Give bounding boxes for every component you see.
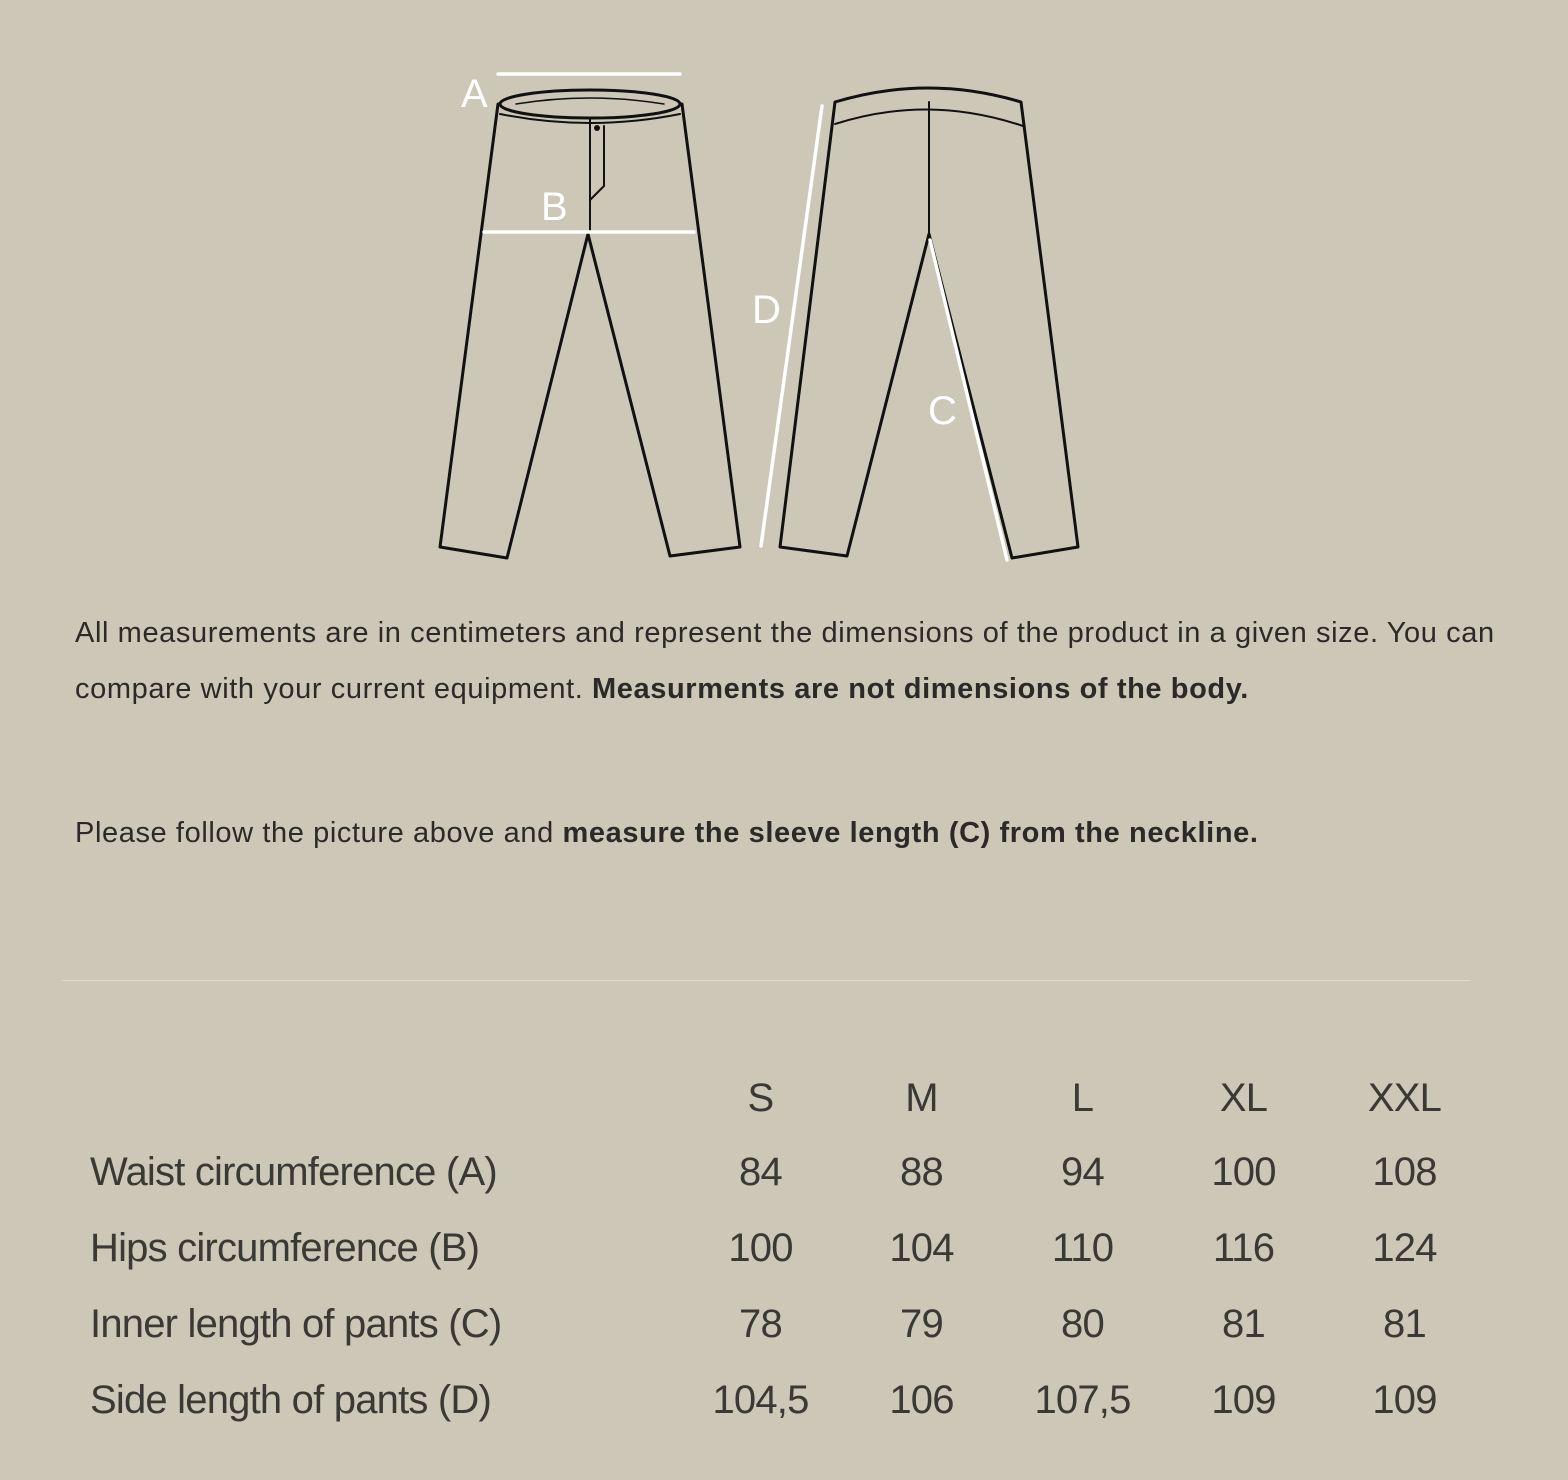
front-pants-drawing <box>440 90 740 558</box>
row-label: Hips circumference (B) <box>90 1225 480 1270</box>
value-cell: 124 <box>1372 1225 1437 1270</box>
row-label: Inner length of pants (C) <box>90 1301 502 1346</box>
value-cell: 108 <box>1372 1149 1437 1194</box>
measurement-note <box>75 605 1495 717</box>
table-row-side-length <box>60 1362 1485 1438</box>
value-cell: 88 <box>900 1149 943 1194</box>
value-cell: 106 <box>889 1377 954 1422</box>
value-cell: 94 <box>1061 1149 1104 1194</box>
measurement-note-text: All measurements are in centimeters and represent the dimensions of the product in a given size. You can compare with your current equipment. <box>75 617 1495 705</box>
header-empty-cell <box>60 1062 680 1134</box>
value-cell: 79 <box>900 1301 943 1346</box>
front-fly <box>590 118 604 230</box>
value-cell: 104,5 <box>712 1377 809 1422</box>
value-cell: 107,5 <box>1034 1377 1131 1422</box>
value-cell: 109 <box>1211 1377 1276 1422</box>
value-cell: 78 <box>739 1301 782 1346</box>
size-chart-table <box>60 1062 1485 1438</box>
value-cell: 80 <box>1061 1301 1104 1346</box>
size-header-m: M <box>905 1075 938 1120</box>
value-cell: 104 <box>889 1225 954 1270</box>
front-button <box>594 125 600 131</box>
label-a: A <box>461 72 488 116</box>
measurement-instruction-text: Please follow the picture above and <box>75 817 563 849</box>
size-header-s: S <box>747 1075 774 1120</box>
value-cell: 81 <box>1222 1301 1265 1346</box>
row-label: Waist circumference (A) <box>90 1149 497 1194</box>
value-cell: 116 <box>1212 1225 1275 1270</box>
front-waistband <box>500 90 680 118</box>
value-cell: 109 <box>1372 1377 1437 1422</box>
table-row-waist <box>60 1134 1485 1210</box>
table-row-inner-length <box>60 1286 1485 1362</box>
table-row-hips <box>60 1210 1485 1286</box>
measurement-instruction <box>75 805 1495 861</box>
size-header-xl: XL <box>1219 1075 1268 1120</box>
size-header-l: L <box>1071 1075 1094 1120</box>
value-cell: 81 <box>1383 1301 1426 1346</box>
size-header-xxl: XXL <box>1367 1075 1442 1120</box>
measurement-instruction-bold: measure the sleeve length (C) from the neckline. <box>562 817 1259 849</box>
label-c: C <box>928 389 957 433</box>
label-b: B <box>541 185 568 229</box>
value-cell: 110 <box>1051 1225 1114 1270</box>
value-cell: 100 <box>728 1225 793 1270</box>
back-pants-drawing <box>780 88 1078 558</box>
label-d: D <box>752 288 781 332</box>
row-label: Side length of pants (D) <box>90 1377 492 1422</box>
value-cell: 100 <box>1211 1149 1276 1194</box>
measurement-note-bold: Measurments are not dimensions of the body. <box>592 673 1249 705</box>
value-cell: 84 <box>739 1149 782 1194</box>
pants-measurement-diagram <box>0 0 1568 600</box>
section-divider <box>62 980 1470 981</box>
size-header-row <box>60 1062 1485 1134</box>
